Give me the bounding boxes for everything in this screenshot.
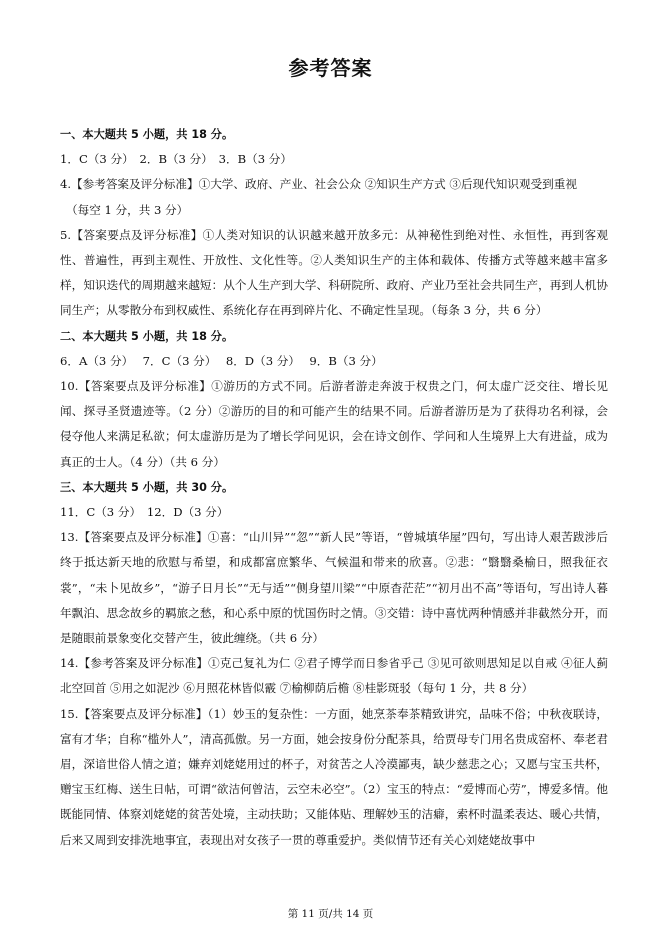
answer-4: 4.【参考答案及评分标准】①大学、政府、产业、社会公众 ②知识生产方式 ③后现代知识观受到重视 [60,177,577,192]
section-heading-2: 二、本大题共 5 小题，共 18 分。 [60,329,234,343]
page-number: 第 11 页/共 14 页 [287,908,374,920]
answer-4-score-note: （每空 1 分，共 3 分） [66,202,189,217]
answer-1-3: 1．C（3 分） 2．B（3 分） 3．B（3 分） [60,152,292,167]
answer-6-9: 6．A（3 分） 7．C（3 分） 8．D（3 分） 9．B（3 分） [60,353,383,368]
answer-15: 15.【答案要点及评分标准】（1）妙玉的复杂性：一方面，她烹茶奉茶精致讲究，品味不俗；中秋夜联诗，富有才华；自称“槛外人”，清高孤傲。另一方面，她会按身份分配茶具，给贾母专门用名贵成窑杯、奉老君眉，深谙世俗人情之道；嫌弃刘姥姥用过的杯子，对贫苦之人冷漠鄙夷，缺少慈悲之心；又愿与宝玉共杯，赠宝玉红梅、送生日帖，可谓“欲洁何曾洁，云空未必空”。（2）宝玉的特点：“爱博而心劳”，博爱多情。他既能同情、体察刘姥姥的贫苦处境，主动扶助；又能体贴、理解妙玉的洁癖，索杯时温柔表达、暖心共情，后来又周到安排洗地事宜，表现出对女孩子一贯的尊重爱护。类似情节还有关心刘姥姥故事中 [60,706,608,847]
section-heading-3: 三、本大题共 5 小题，共 30 分。 [60,480,234,494]
answer-13: 13.【答案要点及评分标准】①喜：“山川异”“忽”“新人民”等语，“曾城填华屋”四句，写出诗人艰苦跋涉后终于抵达新天地的欣慰与希望，和成都富庶繁华、气候温和带来的欣喜。②悲：“翳翳桑榆日，照我征衣裳”，“未卜见故乡”，“游子日月长”“无与适”“侧身望川梁”“中原杳茫茫”“初月出不高”等语句，写出诗人暮年飘泊、思念故乡的羁旅之愁，和心系中原的忧国伤时之情。③交错：诗中喜忧两种情感并非截然分开，而是随眼前景象变化交替产生，彼此缠绕。（共 6 分） [60,530,608,646]
answer-14: 14.【参考答案及评分标准】①克己复礼为仁 ②君子博学而日参省乎己 ③见可欲则思知足以自戒 ④征人蓟北空回首 ⑤用之如泥沙 ⑥月照花林皆似霰 ⑦榆柳荫后檐 ⑧桂影斑驳（每句 1 分，共 8 分） [60,656,608,696]
answer-5: 5.【答案要点及评分标准】①人类对知识的认识越来越开放多元：从神秘性到绝对性、永恒性，再到客观性、普遍性，再到主观性、开放性、文化性等。②人类知识生产的主体和载体、传播方式等越来越丰富多样，知识迭代的周期越来越短：从个人生产到大学、科研院所、政府、产业乃至社会共同生产，再到人机协同生产；从零散分布到权威性、系统化存在再到碎片化、不确定性呈现。（每条 3 分，共 6 分） [60,227,608,318]
answer-11-12: 11．C（3 分） 12．D（3 分） [60,505,229,520]
answer-10: 10.【答案要点及评分标准】①游历的方式不同。后游者游走奔波于权贵之门，何太虚广泛交往、增长见闻、探寻圣贤遗迹等。（2 分）②游历的目的和可能产生的结果不同。后游者游历是为了获得功名利禄，会侵夺他人来满足私欲；何太虚游历是为了增长学问见识，会在诗文创作、学问和人生境界上大有进益，成为真正的士人。（4 分）（共 6 分） [60,379,608,469]
section-heading-1: 一、本大题共 5 小题，共 18 分。 [60,128,234,141]
page-title: 参考答案 [288,56,373,80]
answer-content [60,122,608,853]
